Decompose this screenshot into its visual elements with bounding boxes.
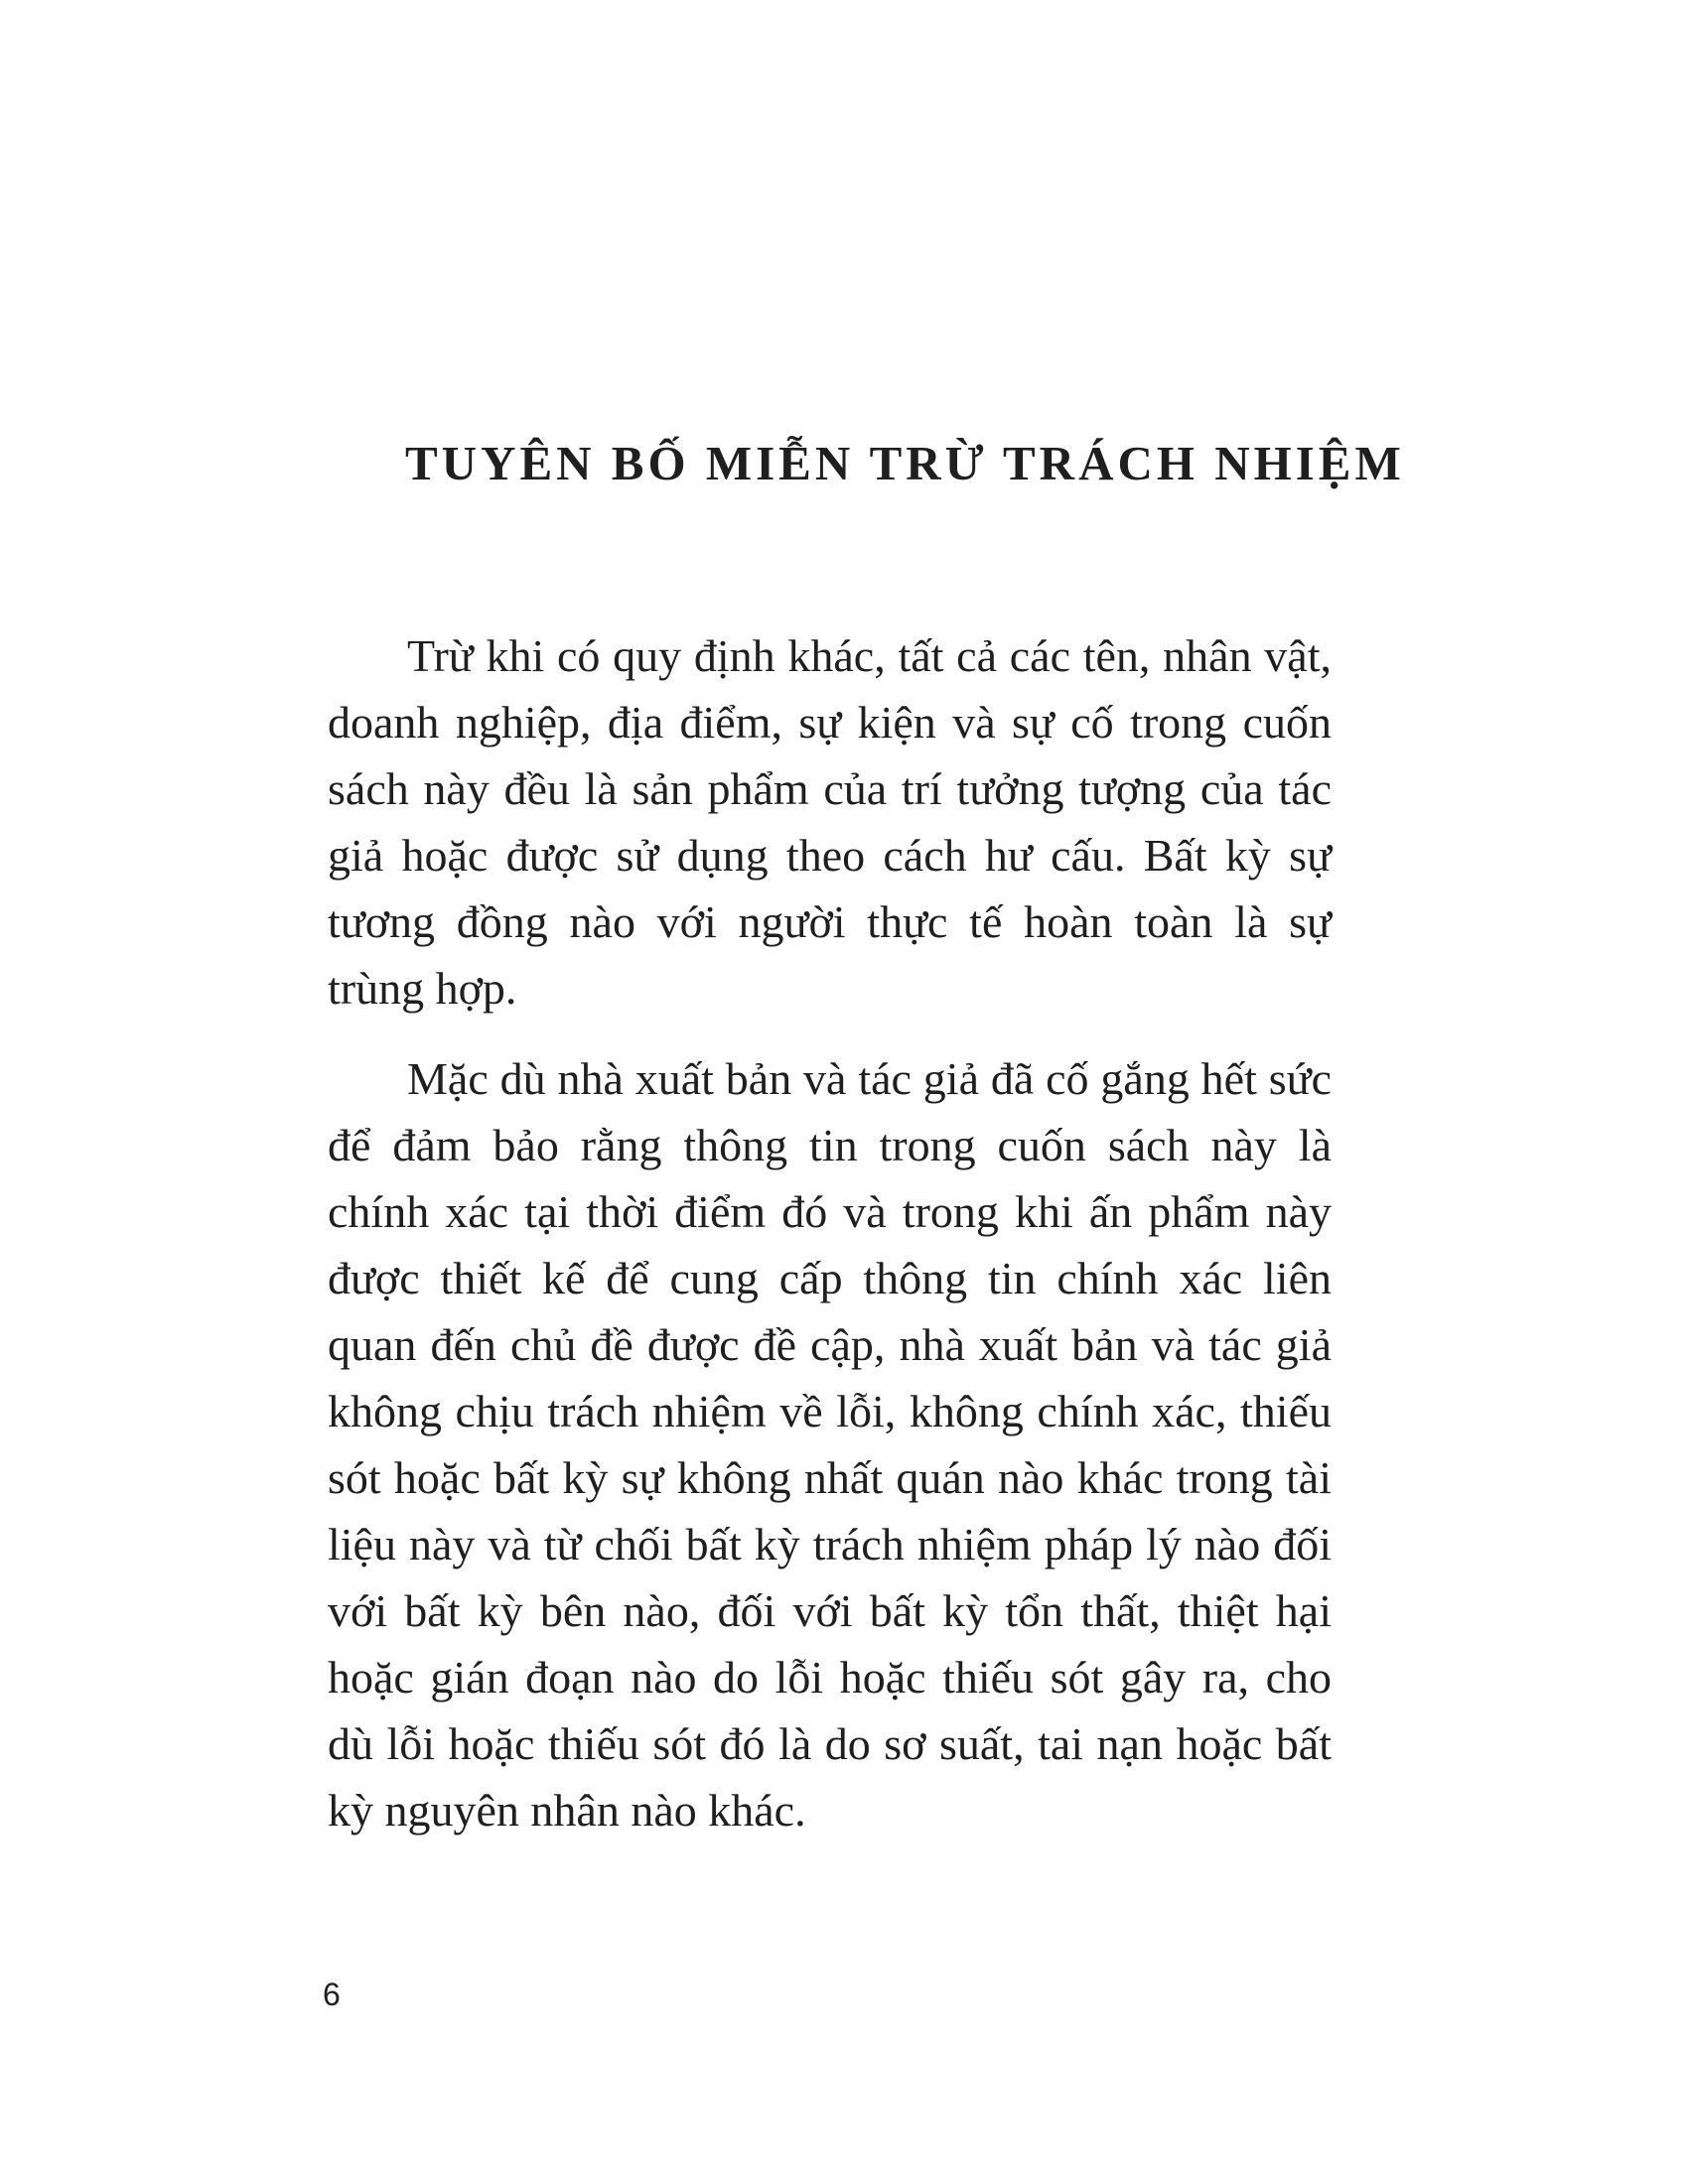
paragraph-liability-notice: Mặc dù nhà xuất bản và tác giả đã cố gắng hết sức để đảm bảo rằng thông tin trong cuốn sách này là chính xác tại thời điểm đó và trong khi ấn phẩm này được thiết kế để cung cấp thông tin chính xác liên quan đến chủ đề được đề cập, nhà xuất bản và tác giả không chịu trách nhiệm về lỗi, không chính xác, thiếu sót hoặc bất kỳ sự không nhất quán nào khác trong tài liệu này và từ chối bất kỳ trách nhiệm pháp lý nào đối với bất kỳ bên nào, đối với bất kỳ tổn thất, thiệt hại hoặc gián đoạn nào do lỗi hoặc thiếu sót gây ra, cho dù lỗi hoặc thiếu sót đó là do sơ suất, tai nạn hoặc bất kỳ nguyên nhân nào khác. (328, 1053, 1332, 1836)
disclaimer-body (328, 622, 1332, 1867)
page-number: 6 (323, 1977, 341, 2012)
paragraph-fiction-notice: Trừ khi có quy định khác, tất cả các tên, nhân vật, doanh nghiệp, địa điểm, sự kiện và sự cố trong cuốn sách này đều là sản phẩm của trí tưởng tượng của tác giả hoặc được sử dụng theo cách hư cấu. Bất kỳ sự tương đồng nào với người thực tế hoàn toàn là sự trùng hợp. (328, 630, 1332, 1014)
page-title: TUYÊN BỐ MIỄN TRỪ TRÁCH NHIỆM (405, 436, 1405, 490)
